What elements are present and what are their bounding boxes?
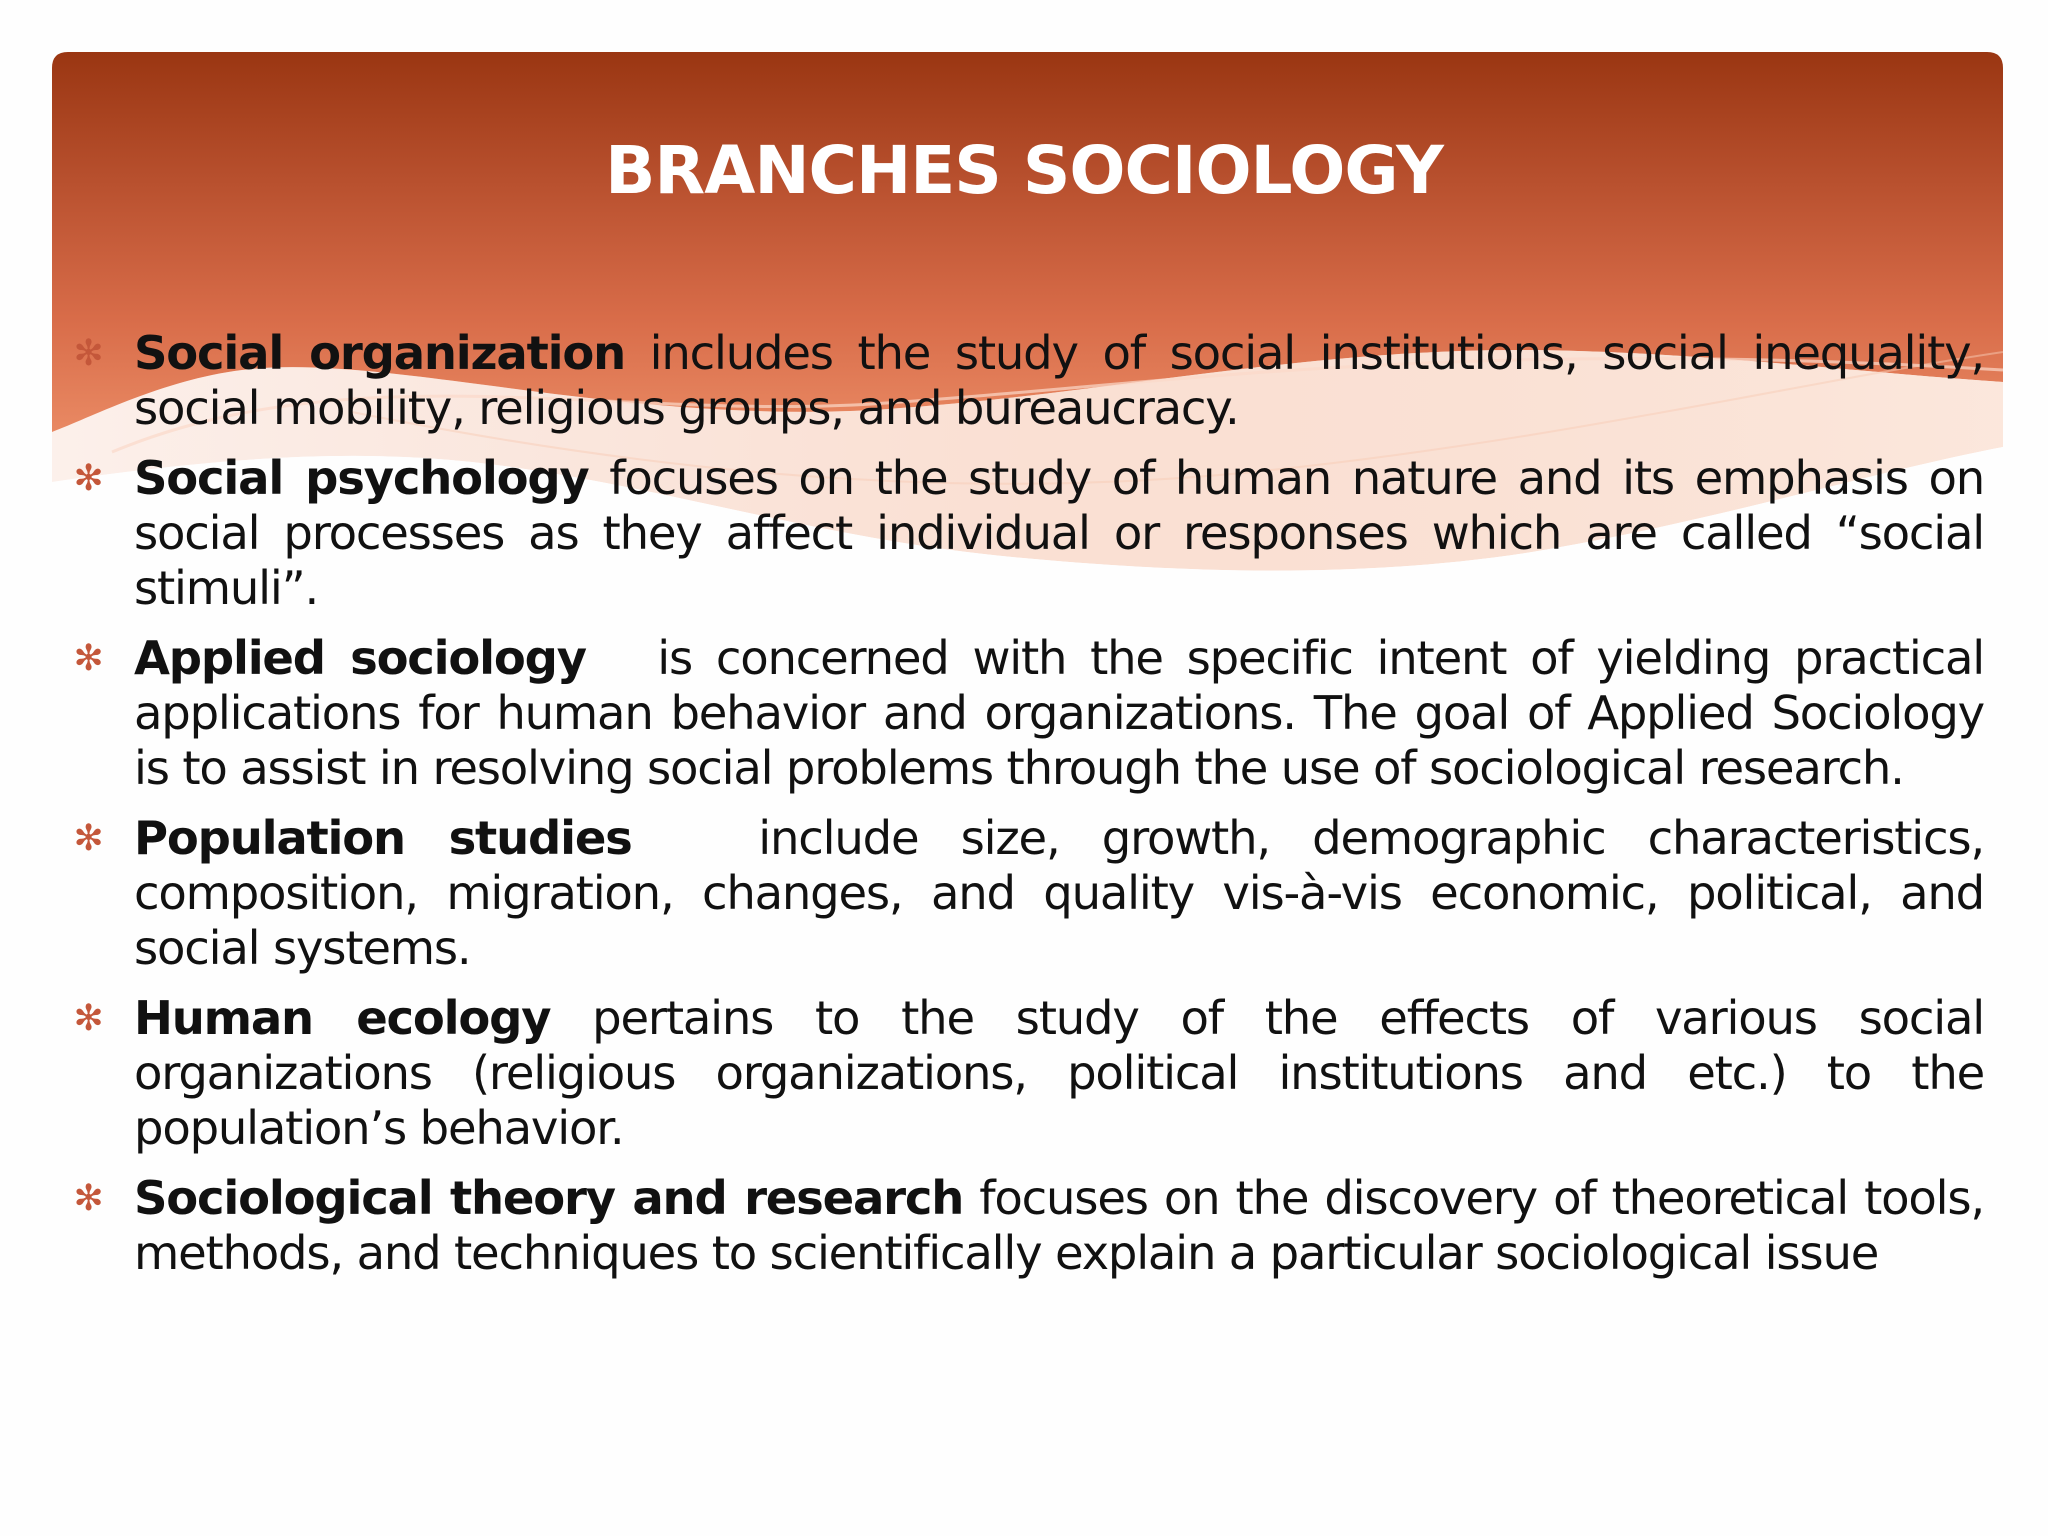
list-item: [68, 451, 1984, 616]
asterisk-icon: ✻: [73, 998, 103, 1039]
bullet-term: Human ecology: [134, 991, 551, 1045]
bullet-text: focuses on the discovery of theoretical tools, methods, and techniques to scientifically explain a particular sociological issue: [134, 1171, 1984, 1280]
bullet-term: Sociological theory and research: [134, 1171, 964, 1225]
asterisk-icon: ✻: [73, 1178, 103, 1219]
bullet-text: includes the study of social institutions, social inequality, social mobility, religious groups, and bureaucracy.: [134, 326, 1985, 435]
slide-title: BRANCHES SOCIOLOGY: [605, 132, 1443, 209]
bullet-term: Social psychology: [134, 451, 589, 505]
bullet-text: include size, growth, demographic characteristics, composition, migration, changes, and quality vis-à-vis economic, political, and social systems.: [134, 811, 1998, 975]
bullet-term: Social organization: [134, 326, 625, 380]
list-item: [68, 1171, 1984, 1281]
list-item: [68, 631, 1998, 796]
list-item: [68, 326, 1984, 436]
bullet-term: Population studies: [134, 811, 632, 865]
bullet-list: [68, 326, 1998, 1296]
bullet-term: Applied sociology: [134, 631, 586, 685]
asterisk-icon: ✻: [73, 818, 103, 859]
bullet-text: focuses on the study of human nature and its emphasis on social processes as they affect individual or responses which are called “social stimuli”.: [134, 451, 1984, 615]
list-item: [68, 991, 1984, 1156]
asterisk-icon: ✻: [73, 638, 103, 679]
asterisk-icon: ✻: [73, 333, 103, 374]
list-item: [68, 811, 1998, 976]
bullet-text: is concerned with the specific intent of yielding practical applications for human behavior and organizations. The goal of Applied Sociology is to assist in resolving social problems through the use of sociological research.: [134, 631, 1998, 795]
asterisk-icon: ✻: [73, 458, 103, 499]
bullet-text: pertains to the study of the effects of various social organizations (religious organizations, political institutions and etc.) to the population’s behavior.: [134, 991, 1985, 1155]
